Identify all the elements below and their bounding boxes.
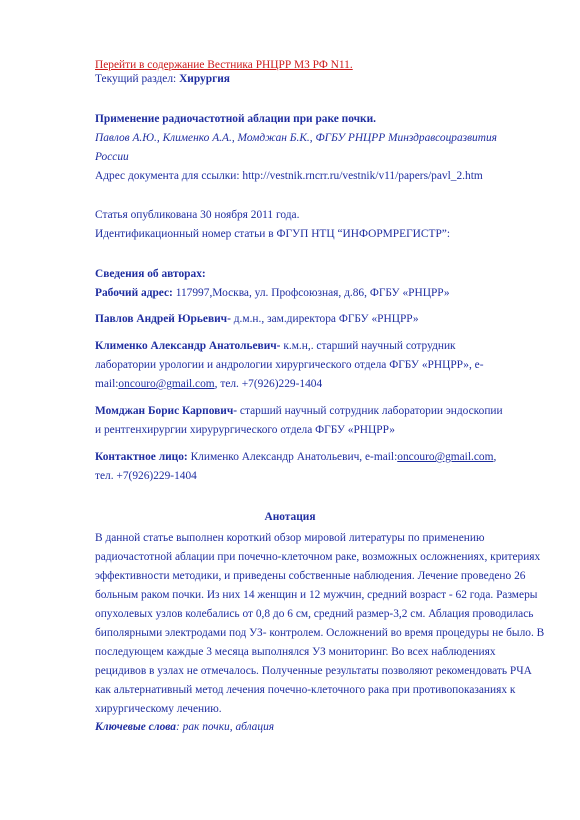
abstract-line: В данной статье выполнен короткий обзор мировой литературы по применению <box>95 532 485 544</box>
abstract-line: как альтернативный метод лечения почечно-клеточного рака при противопоказаниях к <box>95 684 516 696</box>
article-identifier: Идентификационный номер статьи в ФГУП НТЦ “ИНФОРМРЕГИСТР”: <box>95 228 451 240</box>
author-momdzhan-name: Момджан Борис Карпович- <box>95 405 238 417</box>
author-klimenko <box>95 339 456 353</box>
article-title: Применение радиочастотной аблации при раке почки. <box>95 113 377 125</box>
author-klimenko-desc-cont: лаборатории урологии и андрологии хирургического отдела ФГБУ «РНЦРР», e- <box>95 359 484 371</box>
contact-phone: тел. +7(926)229-1404 <box>95 470 197 482</box>
abstract-line: рецидивов в узлах не отмечалось. Полученные результаты позволяют рекомендовать РЧА <box>95 665 532 677</box>
contact-tail: , <box>493 451 497 463</box>
keywords-value: : рак почки, аблация <box>175 721 275 733</box>
keywords-label: Ключевые слова <box>95 721 176 733</box>
work-address <box>95 286 450 300</box>
author-momdzhan-desc-cont: и рентгенхирургии хирурургического отдела ФГБУ «РНЦРР» <box>95 424 395 436</box>
author-klimenko-name: Клименко Александр Анатольевич- <box>95 340 281 352</box>
abstract-line: хирургическому лечению. <box>95 703 222 715</box>
publication-date: Статья опубликована 30 ноября 2011 года. <box>95 209 300 221</box>
work-address-label: Рабочий адрес: <box>95 287 173 299</box>
keywords <box>95 720 274 734</box>
current-section <box>95 72 230 86</box>
abstract-line: опухолевых узлов колебались от 0,8 до 6 см, средний размер-3,2 см. Аблация проводилась <box>95 608 534 620</box>
author-momdzhan <box>95 404 503 418</box>
abstract-line: последующем каждые 3 месяца выполнялся УЗ мониторинг. Во всех наблюдениях <box>95 646 496 658</box>
authors-heading: Сведения об авторах: <box>95 268 206 280</box>
author-pavlov-name: Павлов Андрей Юрьевич- <box>95 313 231 325</box>
abstract-line: эффективности методики, и приведены собственные наблюдения. Лечение проведено 26 <box>95 570 526 582</box>
klimenko-email-link[interactable]: oncouro@gmail.com <box>118 378 215 390</box>
work-address-value: 117997,Москва, ул. Профсоюзная, д.86, ФГБУ «РНЦРР» <box>172 287 450 299</box>
article-authors-cont: России <box>95 151 129 163</box>
author-klimenko-contact <box>95 377 322 391</box>
section-label: Текущий раздел: <box>95 73 180 85</box>
abstract-heading: Анотация <box>264 511 316 523</box>
author-klimenko-desc: к.м.н,. старший научный сотрудник <box>280 340 456 352</box>
contact-person <box>95 450 496 464</box>
abstract-line: биполярными электродами под УЗ- контролем. Осложнений во время процедуры не было. В <box>95 627 545 639</box>
article-authors: Павлов А.Ю., Клименко А.А., Момджан Б.К., ФГБУ РНЦРР Минздравсоцразвития <box>95 132 497 144</box>
author-pavlov <box>95 312 419 326</box>
author-pavlov-desc: д.м.н., зам.директора ФГБУ «РНЦРР» <box>230 313 419 325</box>
contact-label: Контактное лицо: <box>95 451 188 463</box>
section-name: Хирургия <box>179 73 230 85</box>
abstract-line: радиочастотной аблации при почечно-клеточном раке, возможных осложнениях, критериях <box>95 551 541 563</box>
document-address: Адрес документа для ссылки: http://vestnik.rncrr.ru/vestnik/v11/papers/pavl_2.htm <box>95 170 483 182</box>
abstract-line: больным раком почки. Из них 14 женщин и 12 мужчин, средний возраст - 62 года. Размеры <box>95 589 538 601</box>
mail-prefix: mail: <box>95 378 119 390</box>
contact-email-link[interactable]: oncouro@gmail.com <box>397 451 494 463</box>
author-momdzhan-desc: старший научный сотрудник лаборатории эндоскопии <box>237 405 503 417</box>
klimenko-phone: , тел. +7(926)229-1404 <box>214 378 323 390</box>
toc-link[interactable]: Перейти в содержание Вестника РНЦРР МЗ РФ N11. <box>95 59 353 71</box>
contact-value: Клименко Александр Анатольевич, e-mail: <box>187 451 398 463</box>
